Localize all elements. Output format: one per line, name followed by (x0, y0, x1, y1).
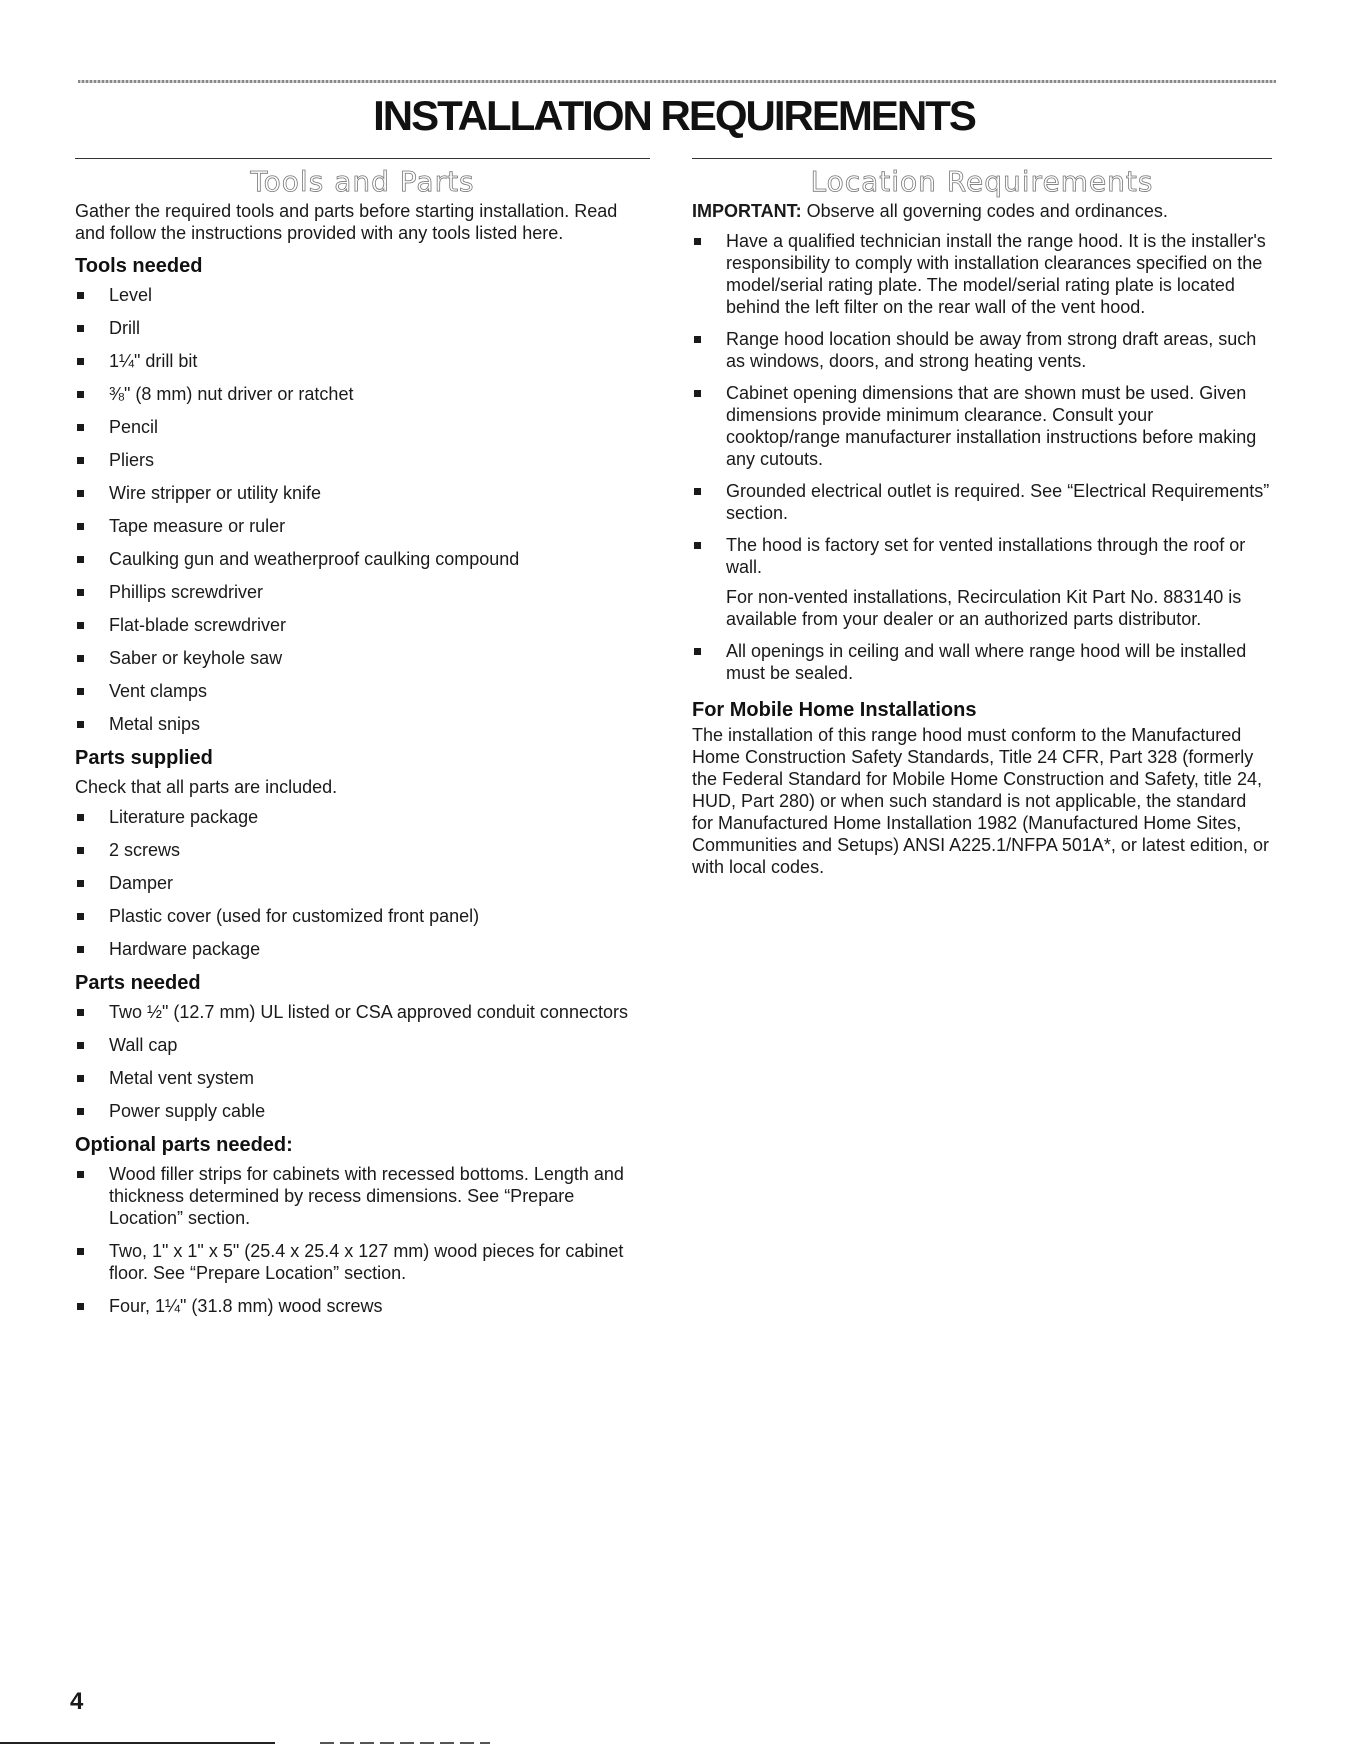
list-item: Metal vent system (75, 1067, 650, 1089)
bottom-divider (0, 1742, 275, 1744)
list-item: Wood filler strips for cabinets with recessed bottoms. Length and thickness determined by recess dimensions. See “Prepare Location” section. (75, 1163, 650, 1229)
list-item: Wire stripper or utility knife (75, 482, 650, 504)
parts-supplied-intro: Check that all parts are included. (75, 777, 338, 797)
parts-needed-heading: Parts needed (75, 972, 201, 994)
important-label: IMPORTANT: (692, 201, 802, 221)
list-item: Four, 1¼" (31.8 mm) wood screws (75, 1295, 650, 1317)
list-item: ⅜" (8 mm) nut driver or ratchet (75, 383, 650, 405)
mobile-home-heading: For Mobile Home Installations (692, 699, 977, 721)
optional-parts-list (75, 1163, 650, 1317)
important-note (692, 200, 1272, 222)
parts-supplied-list (75, 806, 650, 960)
list-item: All openings in ceiling and wall where range hood will be installed must be sealed. (692, 640, 1272, 684)
list-item: Hardware package (75, 938, 650, 960)
section-divider (692, 158, 1272, 159)
list-item: Grounded electrical outlet is required. See “Electrical Requirements” section. (692, 480, 1272, 524)
non-vented-note: For non-vented installations, Recirculation Kit Part No. 883140 is available from your dealer or an authorized parts distributor. (726, 587, 1242, 629)
list-item: Cabinet opening dimensions that are shown must be used. Given dimensions provide minimum clearance. Consult your cooktop/range manufacturer installation instructions before making any cutouts. (692, 382, 1272, 470)
section-divider (75, 158, 650, 159)
list-item: The hood is factory set for vented installations through the roof or wall. (692, 534, 1272, 578)
page-number: 4 (70, 1688, 84, 1715)
list-item: Caulking gun and weatherproof caulking compound (75, 548, 650, 570)
optional-parts-heading: Optional parts needed: (75, 1134, 293, 1156)
list-item: Pencil (75, 416, 650, 438)
list-item: Vent clamps (75, 680, 650, 702)
list-item: Metal snips (75, 713, 650, 735)
tools-needed-heading: Tools needed (75, 255, 203, 277)
section-title-location-requirements: Location Requirements (810, 165, 1154, 198)
list-item: Plastic cover (used for customized front panel) (75, 905, 650, 927)
list-item: Range hood location should be away from strong draft areas, such as windows, doors, and strong heating vents. (692, 328, 1272, 372)
list-item: Tape measure or ruler (75, 515, 650, 537)
list-item: Damper (75, 872, 650, 894)
list-item: Level (75, 284, 650, 306)
parts-needed-list (75, 1001, 650, 1122)
bottom-dashed-divider (320, 1742, 490, 1744)
list-item: Saber or keyhole saw (75, 647, 650, 669)
tools-and-parts-column (75, 158, 650, 1328)
location-requirements-list (692, 230, 1272, 578)
section-title-tools-and-parts: Tools and Parts (250, 165, 475, 198)
list-item: Pliers (75, 449, 650, 471)
page-title: INSTALLATION REQUIREMENTS (373, 92, 975, 139)
list-item: 2 screws (75, 839, 650, 861)
tools-list (75, 284, 650, 735)
mobile-home-paragraph: The installation of this range hood must conform to the Manufactured Home Construction Safety Standards, Title 24 CFR, Part 328 (formerly the Federal Standard for Mobile Home Construction and Safety, title 24, HUD, Part 280) or when such standard is not applicable, the standard for Manufactured Home Installation 1982 (Manufactured Home Sites, Communities and Setups) ANSI A225.1/NFPA 501A*, or latest edition, or with local codes. (692, 725, 1269, 877)
list-item: Drill (75, 317, 650, 339)
location-requirements-column (692, 158, 1272, 878)
list-item: Power supply cable (75, 1100, 650, 1122)
intro-paragraph: Gather the required tools and parts before starting installation. Read and follow the instructions provided with any tools listed here. (75, 201, 618, 243)
list-item: Two ½" (12.7 mm) UL listed or CSA approved conduit connectors (75, 1001, 650, 1023)
list-item: Literature package (75, 806, 650, 828)
list-item: Phillips screwdriver (75, 581, 650, 603)
parts-supplied-heading: Parts supplied (75, 747, 213, 769)
important-text: Observe all governing codes and ordinances. (801, 201, 1168, 221)
list-item: Have a qualified technician install the range hood. It is the installer's responsibility to comply with installation clearances specified on the model/serial rating plate. The model/serial rating plate is located behind the left filter on the rear wall of the vent hood. (692, 230, 1272, 318)
top-divider (78, 80, 1276, 83)
list-item: Flat-blade screwdriver (75, 614, 650, 636)
list-item: Wall cap (75, 1034, 650, 1056)
list-item: 1¼" drill bit (75, 350, 650, 372)
list-item: Two, 1" x 1" x 5" (25.4 x 25.4 x 127 mm) wood pieces for cabinet floor. See “Prepare Location” section. (75, 1240, 650, 1284)
location-requirements-list-cont (692, 640, 1272, 684)
